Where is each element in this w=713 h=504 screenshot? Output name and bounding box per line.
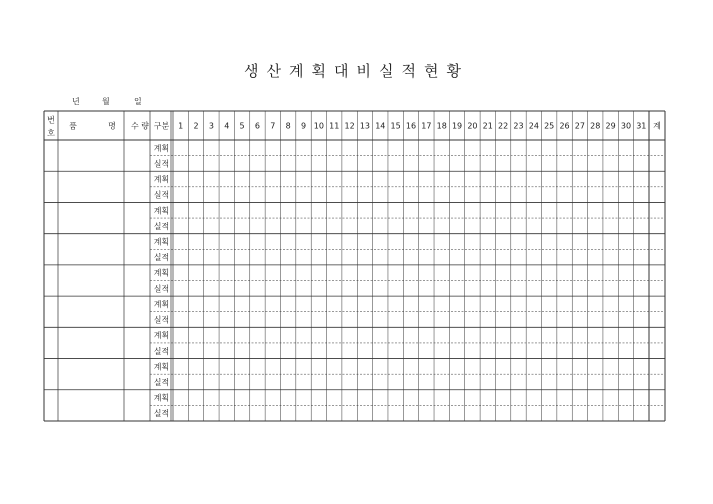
header-day: 24 <box>528 121 539 131</box>
header-day: 19 <box>451 121 463 131</box>
row-label-plan: 계획 <box>153 175 170 185</box>
row-label-actual: 실적 <box>153 377 170 387</box>
header-number-top: 번 <box>47 115 55 125</box>
header-day: 1 <box>178 121 184 131</box>
header-day: 12 <box>344 121 355 131</box>
header-day: 31 <box>636 121 647 131</box>
header-day: 8 <box>285 121 291 131</box>
header-day: 25 <box>544 121 555 131</box>
header-quantity: 수 량 <box>131 121 149 131</box>
header-day: 15 <box>390 121 401 131</box>
header-day: 5 <box>239 121 245 131</box>
row-label-actual: 실적 <box>153 221 170 231</box>
row-label-plan: 계획 <box>153 206 170 216</box>
header-day: 13 <box>359 121 371 131</box>
header-day: 11 <box>329 121 340 131</box>
header-day: 29 <box>605 121 616 131</box>
row-label-plan: 계획 <box>153 393 170 403</box>
month-label: 월 <box>102 97 110 106</box>
header-day: 18 <box>436 121 447 131</box>
header-day: 28 <box>590 121 601 131</box>
header-number-bottom: 호 <box>47 128 55 138</box>
year-label: 년 <box>72 97 80 106</box>
row-label-actual: 실적 <box>153 253 170 263</box>
header-day: 20 <box>467 121 478 131</box>
header-day: 9 <box>300 121 307 131</box>
header-day: 2 <box>193 121 199 131</box>
page-title: 생산계획대비실적현황 <box>244 62 469 80</box>
row-label-actual: 실적 <box>153 346 170 356</box>
header-day: 4 <box>224 121 230 131</box>
row-label-plan: 계획 <box>153 237 170 247</box>
header-day: 23 <box>513 121 524 131</box>
header-day: 21 <box>482 121 493 131</box>
header-day: 10 <box>313 121 324 131</box>
header-day: 14 <box>375 121 386 131</box>
header-total: 계 <box>653 121 661 131</box>
header-day: 27 <box>574 121 585 131</box>
header-day: 16 <box>405 121 417 131</box>
row-label-plan: 계획 <box>153 143 170 153</box>
row-label-actual: 실적 <box>153 284 170 294</box>
row-label-actual: 실적 <box>153 409 170 419</box>
header-day: 6 <box>254 121 260 131</box>
header-item-first: 품 <box>69 121 77 131</box>
header-category: 구분 <box>153 121 170 131</box>
row-label-actual: 실적 <box>153 315 170 325</box>
row-label-plan: 계획 <box>153 362 170 372</box>
header-day: 26 <box>559 121 570 131</box>
row-label-plan: 계획 <box>153 299 170 309</box>
header-day: 30 <box>620 121 632 131</box>
row-label-actual: 실적 <box>153 190 170 200</box>
header-item-second: 명 <box>108 121 116 131</box>
row-label-plan: 계획 <box>153 331 170 341</box>
header-day: 22 <box>498 121 509 131</box>
row-label-actual: 실적 <box>153 159 170 169</box>
day-label: 일 <box>134 97 142 106</box>
row-label-plan: 계획 <box>153 268 170 278</box>
header-day: 7 <box>270 121 276 131</box>
header-day: 17 <box>421 121 432 131</box>
header-day: 3 <box>208 121 214 131</box>
